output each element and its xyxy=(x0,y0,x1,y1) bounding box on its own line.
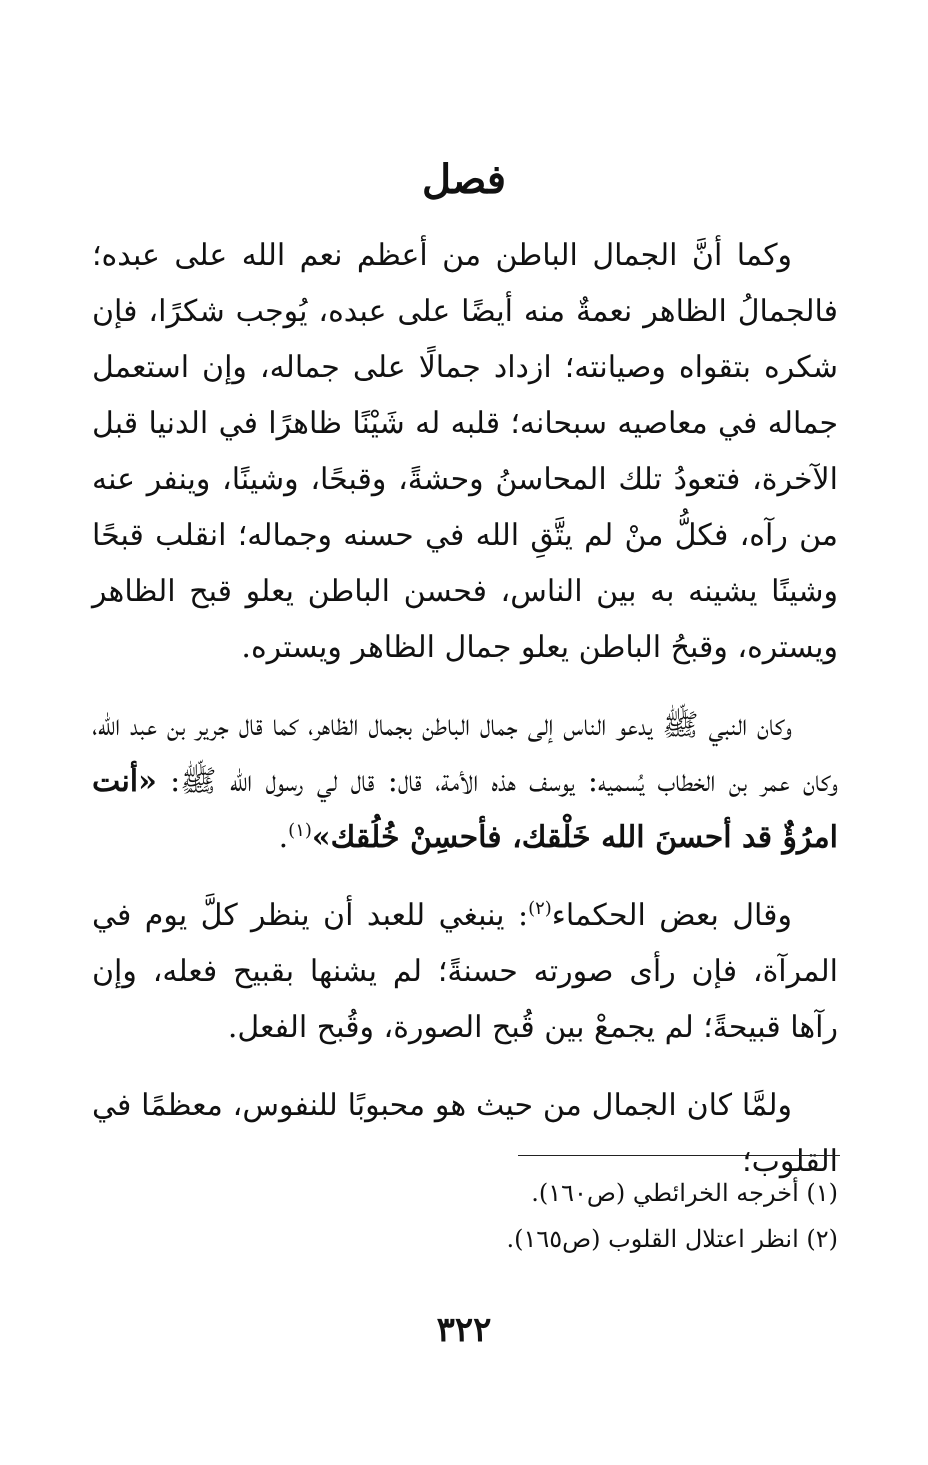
paragraph-3 xyxy=(92,888,838,1056)
footnote-2: (٢) انظر اعتلال القلوب (ص١٦٥). xyxy=(506,1225,838,1253)
paragraph-2-end: . xyxy=(278,820,289,855)
footnote-1: (١) أخرجه الخرائطي (ص١٦٠). xyxy=(531,1179,838,1207)
hadith-quote: «أنت امرُؤٌ قد أحسنَ الله خَلْقك، فأحسِنْ خُلُقك» xyxy=(92,764,838,855)
footnote-ref-1: (١) xyxy=(288,820,312,841)
paragraph-1: وكما أنَّ الجمال الباطن من أعظم نعم الله على عبده؛ فالجمالُ الظاهر نعمةٌ منه أيضًا على عبده، يُوجب شكرًا، فإن شكره بتقواه وصيانته؛ ازداد جمالًا على جماله، وإن استعمل جماله في معاصيه سبحانه؛ قلبه له شَيْنًا ظاهرًا في الدنيا قبل الآخرة، فتعودُ تلك المحاسنُ وحشةً، وقبحًا، وشينًا، وينفر عنه من رآه، فكلُّ منْ لم يتَّقِ الله في حسنه وجماله؛ انقلب قبحًا وشينًا يشينه به بين الناس، فحسن الباطن يعلو قبح الظاهر ويستره، وقبحُ الباطن يعلو جمال الظاهر ويستره. xyxy=(92,238,838,665)
paragraph-2-intro: وكان النبي ﷺ يدعو الناس إلى جمال الباطن بجمال الظاهر، كما قال جرير بن عبد الله، وكان عمر بن الخطاب يُسميه: يوسف هذه الأمة، قال: قال لي رسول الله ﷺ: xyxy=(92,708,838,799)
paragraph-3-intro: وقال بعض الحكماء xyxy=(551,898,792,933)
page-number: ٣٢٢ xyxy=(436,1310,492,1350)
main-text xyxy=(92,228,838,1190)
section-title: فصل xyxy=(421,156,507,203)
footnotes xyxy=(92,1170,838,1262)
paragraph-2 xyxy=(92,698,838,866)
footnote-divider xyxy=(518,1155,840,1156)
paragraph-3-rest: : ينبغي للعبد أن ينظر كلَّ يوم في المرآة، فإن رأى صورته حسنةً؛ لم يشنها بقبيح فعله، وإن رآها قبيحةً؛ لم يجمعْ بين قُبح الصورة، وقُبح الفعل. xyxy=(92,898,838,1045)
footnote-ref-2: (٢) xyxy=(528,898,552,919)
paragraph-4: ولمَّا كان الجمال من حيث هو محبوبًا للنفوس، معظمًا في القلوب؛ xyxy=(92,1088,838,1179)
